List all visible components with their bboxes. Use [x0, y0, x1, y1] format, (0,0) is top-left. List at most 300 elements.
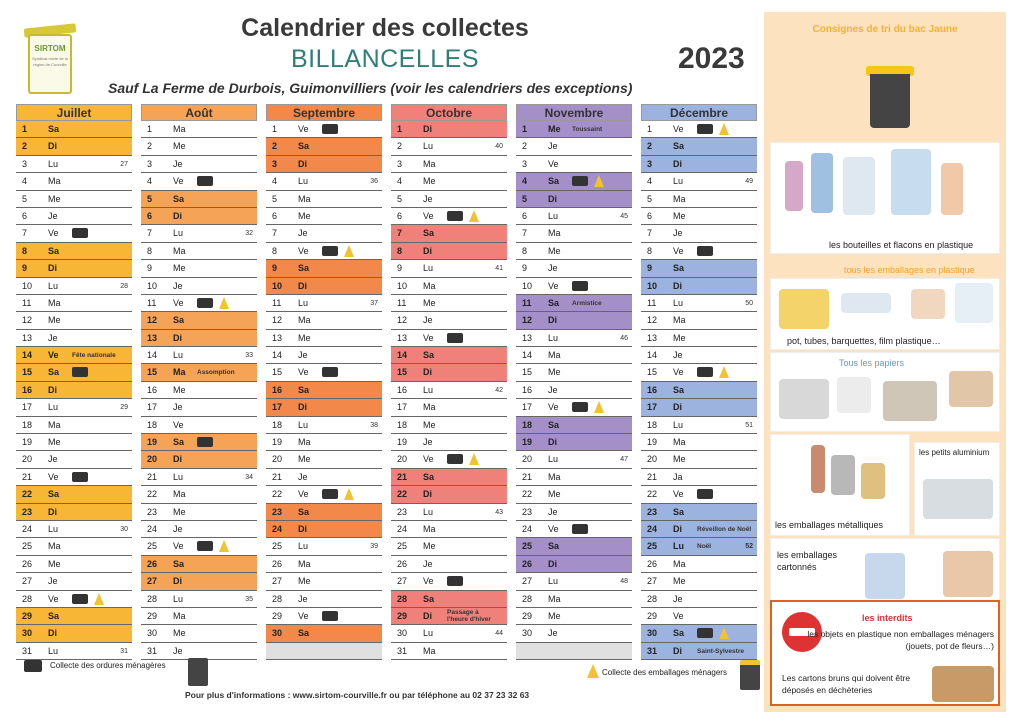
- day-weekday: Di: [298, 402, 307, 413]
- sorting-panel: [764, 12, 1006, 712]
- day-number: 22: [22, 489, 33, 500]
- day-number: 11: [272, 297, 282, 308]
- day-number: 21: [22, 471, 33, 482]
- day-number: 3: [397, 158, 403, 169]
- day-weekday: Ma: [673, 558, 686, 569]
- day-weekday: Me: [673, 454, 686, 465]
- day-row: [641, 243, 757, 260]
- day-weekday: Je: [173, 158, 183, 169]
- day-weekday: Me: [48, 437, 61, 448]
- day-number: 4: [397, 176, 403, 187]
- day-number: 1: [522, 124, 528, 134]
- day-number: 27: [522, 576, 533, 587]
- day-row: [516, 191, 632, 208]
- day-row: [516, 121, 632, 138]
- day-number: 1: [147, 124, 153, 134]
- day-row: [16, 121, 132, 138]
- day-row: [641, 191, 757, 208]
- day-number: 30: [522, 628, 533, 639]
- day-number: 29: [22, 610, 33, 621]
- week-number: 47: [620, 456, 628, 464]
- day-row: [266, 486, 382, 503]
- day-row: [641, 382, 757, 399]
- day-weekday: Sa: [298, 141, 310, 152]
- day-row: [391, 173, 507, 190]
- holiday-note: Armistice: [572, 299, 602, 307]
- day-row: [516, 625, 632, 642]
- can-icon: [861, 463, 885, 499]
- day-number: 14: [272, 350, 283, 361]
- day-weekday: Me: [673, 332, 686, 343]
- day-weekday: Ma: [173, 367, 186, 378]
- day-number: 8: [22, 245, 28, 256]
- day-weekday: Di: [298, 158, 307, 169]
- day-row: [516, 573, 632, 590]
- day-row: [141, 417, 257, 434]
- day-row: [641, 643, 757, 660]
- sirtom-logo: [24, 24, 76, 96]
- bin-body: [870, 74, 910, 128]
- day-weekday: Sa: [673, 384, 685, 395]
- day-row: [641, 295, 757, 312]
- day-weekday: Me: [298, 332, 311, 343]
- day-number: 26: [397, 558, 408, 569]
- day-row: [266, 521, 382, 538]
- day-number: 28: [147, 593, 158, 604]
- day-number: 16: [22, 384, 33, 395]
- day-weekday: Lu: [673, 541, 684, 552]
- day-row: [16, 138, 132, 155]
- day-row: [16, 243, 132, 260]
- day-row: [516, 312, 632, 329]
- day-number: 5: [647, 193, 653, 204]
- day-number: 2: [147, 141, 153, 152]
- day-number: 6: [397, 210, 403, 221]
- month-column: [16, 104, 132, 660]
- day-row: [391, 486, 507, 503]
- day-number: 26: [647, 558, 658, 569]
- day-number: 5: [147, 193, 153, 204]
- day-number: 18: [22, 419, 33, 430]
- day-row: [391, 225, 507, 242]
- day-weekday: Me: [173, 384, 186, 395]
- day-weekday: Lu: [48, 523, 59, 534]
- day-number: 31: [147, 645, 158, 656]
- can-icon: [831, 455, 855, 495]
- label-bouteilles: les bouteilles et flacons en plastique: [829, 240, 974, 250]
- day-weekday: Je: [548, 263, 558, 274]
- day-weekday: Ve: [673, 610, 684, 621]
- day-weekday: Sa: [298, 384, 310, 395]
- day-weekday: Di: [173, 576, 182, 587]
- day-weekday: Ve: [673, 489, 684, 500]
- ordures-marker-icon: [197, 298, 213, 308]
- day-row: [391, 138, 507, 155]
- day-weekday: Sa: [423, 350, 435, 361]
- day-number: 11: [22, 297, 32, 308]
- holiday-note: Réveillon de Noël: [697, 525, 752, 533]
- day-weekday: Di: [48, 384, 57, 395]
- day-weekday: Lu: [548, 576, 559, 587]
- day-row: [391, 364, 507, 381]
- day-weekday: Je: [48, 210, 58, 221]
- day-row: [141, 521, 257, 538]
- day-number: 21: [647, 471, 658, 482]
- label-cartons-bruns: Les cartons bruns qui doivent être déposés en déchèteries: [782, 673, 911, 695]
- day-weekday: Ma: [48, 541, 61, 552]
- day-row: [516, 504, 632, 521]
- day-number: 3: [272, 158, 278, 169]
- day-weekday: Di: [298, 280, 307, 291]
- day-number: 21: [272, 471, 283, 482]
- day-number: 12: [22, 315, 33, 326]
- day-number: 24: [147, 523, 158, 534]
- day-weekday: Lu: [423, 506, 434, 517]
- day-row: [391, 625, 507, 642]
- day-row: [391, 573, 507, 590]
- day-weekday: Sa: [423, 593, 435, 604]
- day-row: [391, 208, 507, 225]
- day-number: 4: [522, 176, 528, 187]
- day-row: [141, 295, 257, 312]
- day-weekday: Di: [673, 158, 682, 169]
- day-row: [391, 434, 507, 451]
- day-weekday: Ma: [298, 315, 311, 326]
- day-weekday: Sa: [673, 141, 685, 152]
- bottle-icon: [811, 153, 833, 213]
- day-row: [266, 191, 382, 208]
- holiday-note: Toussaint: [572, 126, 603, 133]
- year: 2023: [678, 42, 745, 75]
- card-interdits: [770, 600, 1000, 706]
- day-weekday: Di: [173, 454, 182, 465]
- day-row: [266, 608, 382, 625]
- day-weekday: Je: [48, 332, 58, 343]
- day-row: [266, 504, 382, 521]
- day-row: [516, 347, 632, 364]
- day-number: 20: [147, 454, 158, 465]
- day-weekday: Me: [548, 610, 561, 621]
- day-row: [16, 260, 132, 277]
- day-number: 31: [647, 645, 658, 656]
- day-row: [266, 138, 382, 155]
- ordures-marker-icon: [697, 124, 713, 134]
- day-weekday: Di: [423, 124, 432, 134]
- day-weekday: Ve: [173, 176, 184, 187]
- day-row: [516, 278, 632, 295]
- day-number: 25: [272, 541, 283, 552]
- day-row: [266, 330, 382, 347]
- ordures-marker-icon: [322, 124, 338, 134]
- day-number: 28: [397, 593, 408, 604]
- day-row: [16, 156, 132, 173]
- day-weekday: Ve: [423, 576, 434, 587]
- day-row: [391, 504, 507, 521]
- day-row: [16, 434, 132, 451]
- bottle-icon: [843, 157, 875, 215]
- day-number: 8: [647, 245, 653, 256]
- day-row: [391, 295, 507, 312]
- day-weekday: Me: [173, 628, 186, 639]
- day-number: 5: [272, 193, 278, 204]
- day-row: [641, 364, 757, 381]
- day-number: 16: [522, 384, 533, 395]
- day-number: 24: [272, 523, 283, 534]
- day-number: 9: [397, 263, 403, 274]
- day-row: [16, 608, 132, 625]
- week-number: 28: [120, 282, 128, 290]
- day-weekday: Sa: [173, 437, 185, 448]
- emballages-marker-icon: [469, 453, 479, 465]
- paper-icon: [883, 381, 937, 421]
- day-weekday: Lu: [548, 332, 559, 343]
- day-number: 13: [147, 332, 158, 343]
- paper-icon: [779, 379, 829, 419]
- day-number: 25: [647, 541, 658, 552]
- day-weekday: Je: [298, 228, 308, 239]
- film-icon: [955, 283, 993, 323]
- day-weekday: Ve: [423, 210, 434, 221]
- day-weekday: Je: [548, 141, 558, 152]
- month-column: [641, 104, 757, 660]
- day-weekday: Me: [48, 193, 61, 204]
- emballages-marker-icon: [594, 401, 604, 413]
- day-row: [516, 156, 632, 173]
- page-title: Calendrier des collectes: [241, 14, 529, 42]
- day-row: [141, 138, 257, 155]
- day-weekday: Je: [673, 350, 683, 361]
- day-row: [141, 486, 257, 503]
- day-row: [391, 260, 507, 277]
- day-row: [266, 208, 382, 225]
- day-row: [141, 573, 257, 590]
- week-number: 45: [620, 212, 628, 220]
- day-row: [141, 208, 257, 225]
- day-number: 27: [22, 576, 33, 587]
- day-row: [391, 312, 507, 329]
- day-weekday: Lu: [298, 297, 309, 308]
- day-number: 5: [397, 193, 403, 204]
- day-row: [516, 295, 632, 312]
- day-row: [516, 521, 632, 538]
- day-weekday: Ve: [548, 158, 559, 169]
- day-number: 27: [647, 576, 658, 587]
- day-number: 27: [147, 576, 158, 587]
- day-weekday: Je: [48, 576, 58, 587]
- day-weekday: Di: [48, 628, 57, 639]
- day-weekday: Lu: [298, 419, 309, 430]
- week-number: 48: [620, 578, 628, 586]
- ordures-marker-icon: [697, 628, 713, 638]
- day-number: 10: [647, 280, 658, 291]
- day-weekday: Sa: [673, 506, 685, 517]
- day-number: 24: [647, 523, 658, 534]
- ordures-marker-icon: [197, 541, 213, 551]
- day-number: 24: [522, 523, 533, 534]
- day-number: 23: [522, 506, 533, 517]
- day-number: 12: [522, 315, 533, 326]
- day-number: 30: [272, 628, 283, 639]
- ordures-marker-icon: [447, 333, 463, 343]
- day-number: 18: [522, 419, 533, 430]
- day-number: 26: [522, 558, 533, 569]
- emballages-marker-icon: [469, 210, 479, 222]
- label-tous-emballages: tous les emballages en plastique: [844, 265, 975, 275]
- day-weekday: Lu: [173, 471, 184, 482]
- day-weekday: Ma: [48, 176, 61, 187]
- day-row: [391, 417, 507, 434]
- day-row: [141, 538, 257, 555]
- day-number: 18: [147, 419, 158, 430]
- day-number: 21: [397, 471, 408, 482]
- ordures-marker-icon: [322, 611, 338, 621]
- ordures-marker-icon: [572, 176, 588, 186]
- day-number: 7: [522, 228, 528, 239]
- day-row: [141, 121, 257, 138]
- label-interdits-text: les objets en plastique non emballages ménagers (jouets, pot de fleurs…): [807, 629, 994, 651]
- day-row: [391, 608, 507, 625]
- day-row: [516, 643, 632, 660]
- day-row: [16, 173, 132, 190]
- day-number: 14: [147, 350, 158, 361]
- week-number: 27: [120, 160, 128, 168]
- day-row: [266, 312, 382, 329]
- day-number: 5: [22, 193, 28, 204]
- day-number: 30: [397, 628, 408, 639]
- ordures-marker-icon: [322, 367, 338, 377]
- day-number: 14: [22, 350, 33, 361]
- day-row: [16, 451, 132, 468]
- day-weekday: Lu: [173, 593, 184, 604]
- day-row: [16, 591, 132, 608]
- day-number: 25: [397, 541, 408, 552]
- day-weekday: Lu: [548, 210, 559, 221]
- day-weekday: Di: [48, 141, 57, 152]
- month-header: Juillet: [16, 104, 132, 121]
- day-row: [391, 156, 507, 173]
- day-number: 30: [147, 628, 158, 639]
- day-number: 14: [397, 350, 408, 361]
- day-number: 20: [647, 454, 658, 465]
- yellow-bin-icon: [860, 52, 920, 132]
- day-number: 2: [22, 141, 28, 152]
- day-number: 8: [272, 245, 278, 256]
- paper-icon: [949, 371, 993, 407]
- label-cartonnes: les emballages cartonnés: [777, 550, 838, 572]
- day-weekday: Sa: [173, 315, 185, 326]
- day-number: 12: [647, 315, 658, 326]
- holiday-note: Saint-Sylvestre: [697, 647, 744, 655]
- day-number: 16: [397, 384, 408, 395]
- week-number: 39: [370, 543, 378, 551]
- day-weekday: Lu: [673, 176, 684, 187]
- day-weekday: Lu: [548, 454, 559, 465]
- day-number: 30: [647, 628, 658, 639]
- day-weekday: Ma: [548, 228, 561, 239]
- day-number: 22: [272, 489, 283, 500]
- day-row: [391, 538, 507, 555]
- month-header: Août: [141, 104, 257, 121]
- day-row: [516, 243, 632, 260]
- day-number: 19: [22, 437, 33, 448]
- week-number: 32: [245, 230, 253, 238]
- day-row: [266, 382, 382, 399]
- day-row: [641, 121, 757, 138]
- carton-icon: [943, 551, 993, 597]
- day-row: [141, 243, 257, 260]
- day-number: 17: [647, 402, 658, 413]
- day-number: 26: [22, 558, 33, 569]
- month-header: Octobre: [391, 104, 507, 121]
- holiday-note: Noël: [697, 543, 712, 551]
- day-weekday: Je: [298, 593, 308, 604]
- day-number: 9: [272, 263, 278, 274]
- day-number: 9: [22, 263, 28, 274]
- day-weekday: Je: [423, 315, 433, 326]
- day-weekday: Ve: [173, 541, 184, 552]
- day-row: [16, 469, 132, 486]
- day-number: 14: [522, 350, 533, 361]
- day-weekday: Ve: [423, 454, 434, 465]
- day-number: 29: [522, 610, 533, 621]
- day-row: [391, 278, 507, 295]
- day-weekday: Me: [173, 141, 186, 152]
- day-row: [641, 330, 757, 347]
- day-weekday: Ma: [423, 523, 436, 534]
- day-weekday: Lu: [423, 628, 434, 639]
- day-number: 20: [397, 454, 408, 465]
- day-row: [266, 538, 382, 555]
- day-row: [641, 591, 757, 608]
- bottle-icon: [941, 163, 963, 215]
- day-weekday: Ve: [173, 297, 184, 308]
- day-weekday: Di: [173, 332, 182, 343]
- day-weekday: Ve: [173, 419, 184, 430]
- day-number: 4: [272, 176, 278, 187]
- day-row: [516, 591, 632, 608]
- day-number: 13: [647, 332, 658, 343]
- day-row: [641, 347, 757, 364]
- day-row: [516, 538, 632, 555]
- foil-icon: [923, 479, 993, 519]
- day-row: [266, 591, 382, 608]
- day-number: 26: [147, 558, 158, 569]
- day-row: [141, 173, 257, 190]
- day-row: [391, 591, 507, 608]
- day-weekday: Di: [548, 315, 557, 326]
- day-row: [391, 643, 507, 660]
- day-weekday: Je: [298, 471, 308, 482]
- day-weekday: Me: [423, 541, 436, 552]
- day-number: 28: [647, 593, 658, 604]
- day-row: [141, 399, 257, 416]
- day-number: 8: [522, 245, 528, 256]
- day-weekday: Me: [548, 489, 561, 500]
- day-row: [641, 225, 757, 242]
- day-row: [141, 330, 257, 347]
- day-weekday: Ma: [548, 350, 561, 361]
- day-row: [516, 330, 632, 347]
- day-weekday: Je: [423, 193, 433, 204]
- day-row: [266, 121, 382, 138]
- card-cartonnes: [770, 538, 1000, 608]
- day-weekday: Sa: [423, 228, 435, 239]
- day-weekday: Ma: [673, 315, 686, 326]
- day-number: 9: [647, 263, 653, 274]
- day-weekday: Me: [673, 210, 686, 221]
- day-weekday: Sa: [548, 297, 560, 308]
- day-weekday: Di: [548, 558, 557, 569]
